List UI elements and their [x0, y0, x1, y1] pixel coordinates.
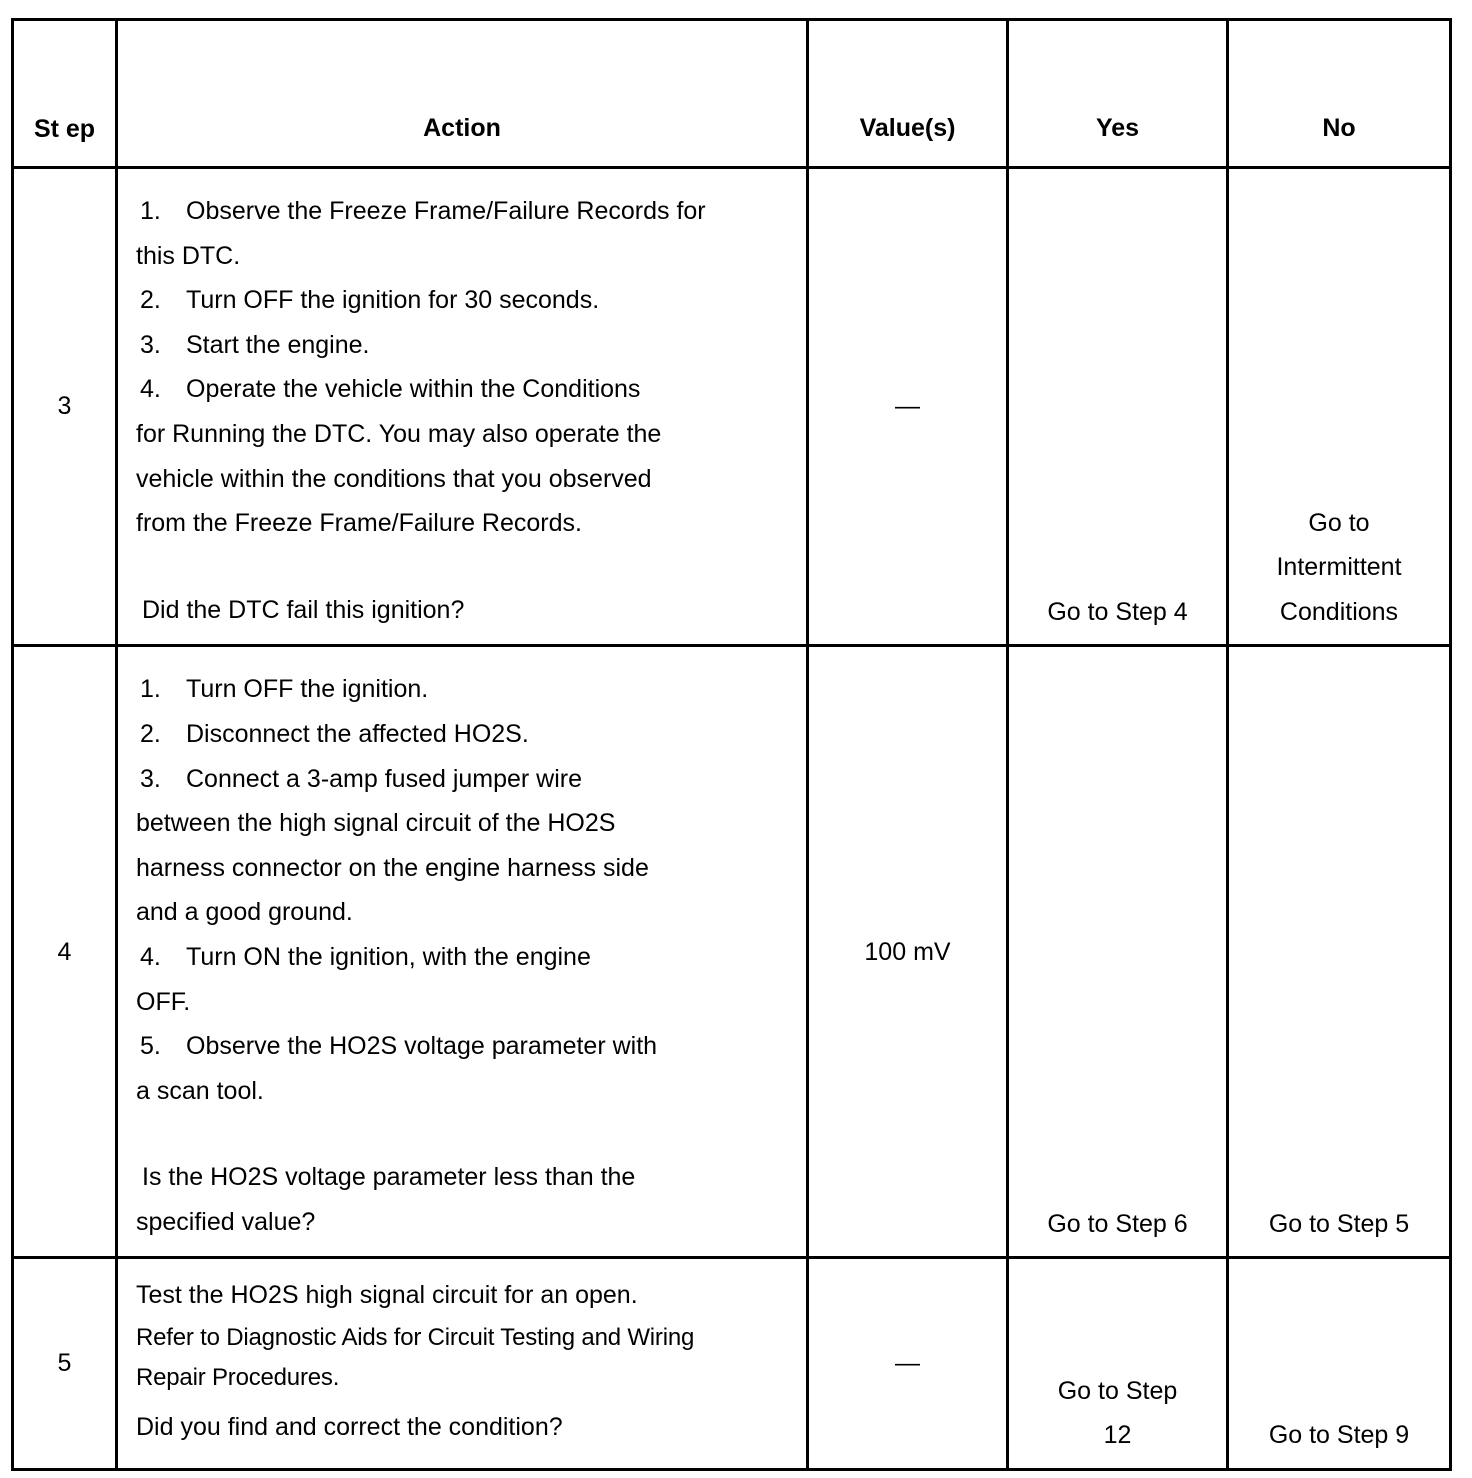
action-line: Repair Procedures. — [136, 1364, 340, 1392]
header-no: No — [1228, 20, 1451, 168]
table-row — [13, 646, 1451, 1258]
value-cell: 100 mV — [808, 646, 1008, 1258]
header-row — [13, 20, 1451, 168]
action-line: Refer to Diagnostic Aids for Circuit Testing and Wiring — [136, 1324, 695, 1352]
no-cell: Go to Step 9 — [1228, 1258, 1451, 1470]
step-number: 4 — [13, 646, 117, 1258]
step-number: 3 — [13, 168, 117, 646]
action-question: Did the DTC fail this ignition? — [142, 595, 465, 624]
action-line: from the Freeze Frame/Failure Records. — [136, 509, 582, 538]
action-line: vehicle within the conditions that you observed — [136, 464, 652, 493]
header-step: St ep — [13, 20, 117, 168]
action-line: and a good ground. — [136, 898, 353, 927]
action-cell — [117, 168, 808, 646]
action-question: Did you find and correct the condition? — [136, 1413, 563, 1442]
action-line: for Running the DTC. You may also operate the — [136, 419, 662, 448]
action-line: a scan tool. — [136, 1076, 264, 1105]
action-line: 3. Start the engine. — [140, 330, 370, 359]
header-action: Action — [117, 20, 808, 168]
action-line: 5. Observe the HO2S voltage parameter with — [140, 1032, 658, 1061]
action-line: between the high signal circuit of the HO2S — [136, 809, 616, 838]
yes-cell: Go to Step 4 — [1008, 168, 1228, 646]
table-row — [13, 168, 1451, 646]
value-cell: — — [808, 1258, 1008, 1470]
yes-cell: Go to Step 12 — [1008, 1258, 1228, 1470]
diagnostic-table — [11, 18, 1452, 1471]
action-line: OFF. — [136, 987, 191, 1016]
action-line: this DTC. — [136, 241, 241, 270]
action-line: 2. Disconnect the affected HO2S. — [140, 719, 529, 748]
action-line: 4. Operate the vehicle within the Conditions — [140, 375, 641, 404]
no-cell: Go to Step 5 — [1228, 646, 1451, 1258]
action-cell — [117, 646, 808, 1258]
action-line: 1. Observe the Freeze Frame/Failure Records for — [140, 197, 706, 225]
header-yes: Yes — [1008, 20, 1228, 168]
action-cell — [117, 1258, 808, 1470]
action-line: harness connector on the engine harness side — [136, 853, 649, 882]
value-cell: — — [808, 168, 1008, 646]
action-line: 4. Turn ON the ignition, with the engine — [140, 942, 591, 971]
header-values: Value(s) — [808, 20, 1008, 168]
action-question-cont: specified value? — [136, 1207, 316, 1236]
yes-cell: Go to Step 6 — [1008, 646, 1228, 1258]
action-line: 2. Turn OFF the ignition for 30 seconds. — [140, 286, 600, 315]
action-question: Is the HO2S voltage parameter less than the — [142, 1163, 636, 1192]
action-line: 3. Connect a 3-amp fused jumper wire — [140, 764, 583, 793]
table-row — [13, 1258, 1451, 1470]
action-line: 1. Turn OFF the ignition. — [140, 675, 429, 704]
no-cell: Go to Intermittent Conditions — [1228, 168, 1451, 646]
action-line: Test the HO2S high signal circuit for an open. — [136, 1281, 638, 1310]
step-number: 5 — [13, 1258, 117, 1470]
